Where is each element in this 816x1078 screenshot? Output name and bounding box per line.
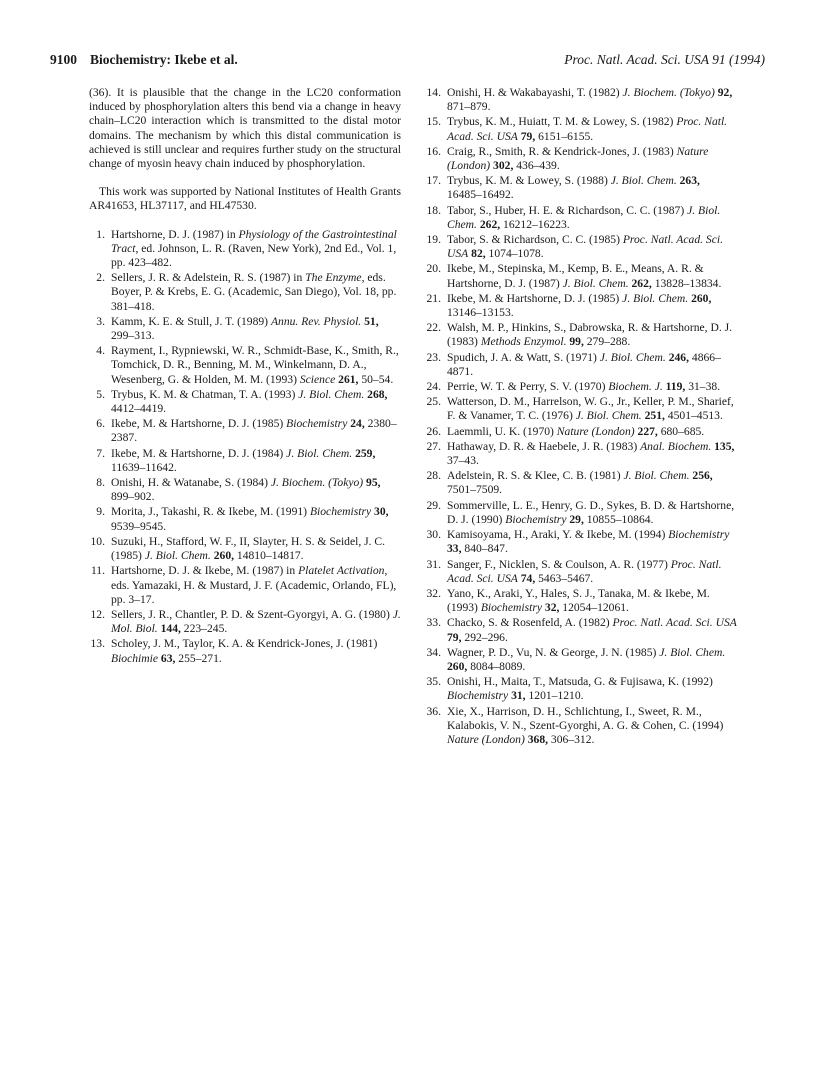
reference-authors: Onishi, H. & Wakabayashi, T. (1982) (447, 86, 623, 99)
reference-number: 3. (96, 314, 105, 328)
reference-item (425, 380, 737, 394)
reference-authors: Ikebe, M. & Hartshorne, D. J. (1985) (447, 291, 623, 305)
reference-pages: 6151–6155. (535, 129, 594, 143)
reference-item (425, 646, 737, 674)
reference-authors: Sanger, F., Nicklen, S. & Coulson, A. R. (1977) (447, 557, 671, 571)
reference-volume: 79, (447, 630, 462, 644)
page-number: 9100 (50, 52, 77, 67)
reference-number: 19. (426, 233, 441, 247)
reference-volume: 31, (508, 689, 526, 703)
reference-number: 13. (90, 637, 105, 651)
reference-number: 34. (426, 645, 441, 659)
reference-authors: Perrie, W. T. & Perry, S. V. (1970) (447, 380, 609, 394)
acknowledgment: This work was supported by National Institutes of Health Grants AR41653, HL37117, and HL47530. (89, 185, 401, 213)
reference-number: 9. (96, 505, 105, 519)
reference-item (89, 564, 401, 607)
reference-source: J. Biol. Chem. (599, 350, 666, 364)
reference-volume: 227, (634, 424, 658, 438)
reference-item (89, 637, 401, 665)
reference-number: 22. (426, 321, 441, 335)
reference-pages: , eds. Yamazaki, H. & Mustard, J. F. (Academic, Orlando, FL), pp. 3–17. (111, 564, 397, 606)
reference-volume: 135, (711, 439, 735, 453)
reference-source: Science (299, 372, 336, 386)
reference-item (425, 86, 737, 114)
reference-number: 23. (426, 350, 441, 364)
reference-pages: 16212–16223. (500, 217, 570, 231)
reference-source: Proc. Natl. Acad. Sci. USA (447, 233, 723, 261)
reference-number: 20. (426, 262, 441, 276)
reference-item (425, 321, 737, 349)
reference-item (425, 115, 737, 143)
reference-authors: Xie, X., Harrison, D. H., Schlichtung, I., Sweet, R. M., Kalabokis, V. N., Szent-Gyorghi, A. G. & Cohen, C. (1994) (447, 704, 724, 732)
reference-volume: 63, (158, 651, 176, 665)
reference-authors: Sellers, J. R. & Adelstein, R. S. (1987) in (111, 271, 306, 285)
reference-item (425, 587, 737, 615)
reference-source: Biochemistry (447, 689, 509, 703)
reference-pages: 13828–13834. (651, 276, 722, 290)
reference-authors: Chacko, S. & Rosenfeld, A. (1982) (447, 616, 613, 630)
reference-pages: 223–245. (180, 622, 228, 636)
reference-authors: Rayment, I., Rypniewski, W. R., Schmidt-Base, K., Smith, R., Tomchick, D. R., Benning, M. M., Winkelmann, D. A., Wesenberg, G. & Holden, M. M. (1993) (111, 344, 399, 386)
reference-volume: 95, (363, 476, 381, 490)
reference-pages: 899–902. (111, 490, 155, 504)
reference-authors: Spudich, J. A. & Watt, S. (1971) (447, 350, 600, 364)
reference-volume: 33, (447, 542, 462, 556)
reference-authors: Hartshorne, D. J. & Ikebe, M. (1987) in (111, 564, 299, 578)
reference-number: 8. (96, 476, 105, 490)
reference-pages: 9539–9545. (111, 519, 167, 533)
reference-volume: 144, (157, 622, 181, 636)
reference-pages: 8084–8089. (467, 659, 526, 673)
reference-source: Physiology of the Gastrointestinal Tract (111, 227, 397, 255)
reference-volume: 24, (347, 417, 365, 431)
reference-source: The Enzyme (305, 271, 362, 285)
reference-item (89, 447, 401, 475)
reference-pages: 37–43. (447, 454, 479, 468)
reference-number: 18. (426, 203, 441, 217)
reference-pages: 306–312. (548, 732, 595, 746)
reference-volume: 262, (476, 217, 501, 231)
reference-number: 21. (426, 291, 441, 305)
reference-item (89, 505, 401, 533)
reference-item (425, 616, 737, 644)
reference-volume: 263, (676, 174, 700, 188)
reference-item (425, 675, 737, 703)
reference-source: Biochemistry (668, 528, 730, 542)
reference-list-right (425, 86, 737, 747)
reference-pages: , ed. Johnson, L. R. (Raven, New York), 2nd Ed., Vol. 1, pp. 423–482. (111, 241, 397, 270)
reference-number: 15. (426, 115, 441, 129)
reference-number: 17. (426, 174, 441, 188)
reference-source: Biochem. J. (608, 380, 663, 394)
reference-source: J. Biol. Chem. (610, 174, 677, 188)
reference-item (425, 395, 737, 423)
reference-number: 25. (426, 395, 441, 409)
reference-source: J. Biochem. (Tokyo) (270, 476, 364, 490)
reference-item (425, 558, 737, 586)
reference-source: J. Biol. Chem. (623, 469, 690, 483)
reference-pages: 4501–4513. (664, 409, 723, 423)
reference-source: Proc. Natl. Acad. Sci. USA (612, 616, 737, 630)
reference-number: 5. (96, 387, 105, 401)
reference-source: J. Biol. Chem. (298, 387, 365, 401)
journal-citation: Proc. Natl. Acad. Sci. USA 91 (1994) (564, 52, 765, 67)
reference-pages: 680–685. (657, 424, 705, 438)
reference-source: Biochimie (111, 651, 159, 665)
reference-number: 1. (96, 227, 105, 241)
reference-item (89, 476, 401, 504)
reference-number: 31. (426, 557, 441, 571)
reference-volume: 260, (688, 291, 712, 305)
reference-number: 33. (426, 616, 441, 630)
reference-volume: 302, (490, 159, 514, 173)
reference-item (89, 228, 401, 271)
reference-pages: 11639–11642. (111, 460, 177, 474)
reference-authors: Ikebe, M. & Hartshorne, D. J. (1984) (111, 446, 287, 460)
reference-pages: 840–847. (461, 542, 508, 556)
reference-authors: Sommerville, L. E., Henry, G. D., Sykes, B. D. & Hartshorne, D. J. (1990) (447, 498, 735, 526)
reference-item (425, 174, 737, 202)
reference-list-left (89, 228, 401, 666)
reference-source: Proc. Natl. Acad. Sci. USA (447, 557, 722, 585)
reference-source: J. Biochem. (Tokyo) (622, 86, 715, 99)
reference-volume: 251, (641, 409, 665, 423)
reference-authors: Morita, J., Takashi, R. & Ikebe, M. (1991) (111, 505, 310, 519)
reference-source: J. Biol. Chem. (575, 409, 642, 423)
reference-pages: 255–271. (175, 651, 222, 665)
reference-number: 24. (426, 380, 441, 394)
reference-item (425, 233, 737, 261)
reference-item (89, 315, 401, 343)
reference-item (425, 292, 737, 320)
reference-authors: Adelstein, R. S. & Klee, C. B. (1981) (447, 469, 624, 483)
reference-source: Annu. Rev. Physiol. (270, 314, 362, 328)
reference-pages: 1201–1210. (525, 689, 584, 703)
reference-source: Platelet Activation (298, 564, 385, 578)
reference-pages: 2380–2387. (111, 417, 397, 445)
reference-item (425, 440, 737, 468)
reference-source: Biochemistry (505, 512, 567, 526)
reference-volume: 246, (665, 350, 689, 364)
reference-source: J. Biol. Chem. (447, 203, 721, 231)
reference-volume: 74, (517, 571, 536, 585)
reference-source: Biochemistry (309, 505, 372, 519)
reference-authors: Trybus, K. M. & Chatman, T. A. (1993) (111, 387, 299, 401)
reference-number: 10. (90, 534, 105, 548)
reference-authors: Onishi, H. & Watanabe, S. (1984) (111, 476, 271, 490)
reference-number: 26. (426, 424, 441, 438)
reference-pages: 279–288. (583, 335, 631, 349)
reference-pages: 292–296. (461, 630, 508, 644)
reference-volume: 268, (364, 387, 388, 401)
reference-volume: 261, (335, 372, 359, 386)
reference-authors: Ikebe, M. & Hartshorne, D. J. (1985) (111, 417, 287, 431)
reference-volume: 259, (352, 446, 376, 460)
reference-source: Anal. Biochem. (640, 439, 712, 453)
reference-source: Nature (London) (447, 732, 525, 746)
reference-authors: Hathaway, D. R. & Haebele, J. R. (1983) (447, 439, 641, 453)
reference-item (89, 344, 401, 387)
reference-source: Biochemistry (286, 417, 348, 431)
reference-source: J. Mol. Biol. (111, 607, 401, 636)
reference-pages: 13146–13153. (447, 306, 514, 320)
reference-volume: 79, (517, 129, 536, 143)
reference-number: 7. (96, 446, 105, 460)
reference-authors: Suzuki, H., Stafford, W. F., II, Slayter, H. S. & Seidel, J. C. (1985) (111, 534, 386, 563)
reference-volume: 30, (371, 505, 389, 519)
reference-volume: 82, (468, 247, 486, 261)
reference-number: 12. (90, 607, 105, 621)
reference-volume: 368, (524, 732, 549, 746)
reference-source: J. Biol. Chem. (144, 549, 211, 563)
reference-authors: Craig, R., Smith, R. & Kendrick-Jones, J. (1983) (447, 144, 677, 158)
reference-source: J. Biol. Chem. (622, 291, 689, 305)
reference-item (425, 351, 737, 379)
reference-item (89, 608, 401, 636)
reference-number: 35. (426, 675, 441, 689)
reference-authors: Scholey, J. M., Taylor, K. A. & Kendrick-Jones, J. (1981) (111, 637, 378, 651)
reference-volume: 51, (361, 314, 379, 328)
reference-item (425, 705, 737, 748)
reference-source: Nature (London) (447, 144, 709, 173)
reference-item (425, 469, 737, 497)
reference-authors: Walsh, M. P., Hinkins, S., Dabrowska, R. & Hartshorne, D. J. (1983) (447, 321, 733, 349)
reference-item (425, 499, 737, 527)
reference-source: J. Biol. Chem. (562, 276, 629, 290)
reference-source: Nature (London) (556, 424, 635, 438)
reference-pages: 871–879. (447, 100, 491, 114)
reference-pages: 10855–10864. (583, 512, 654, 526)
reference-item (425, 425, 737, 439)
reference-number: 27. (426, 439, 441, 453)
body-paragraph: (36). It is plausible that the change in the LC20 conformation induced by phosphorylation alters this bend via a change in heavy chain–LC20 interaction which is transmitted to the distal motor domains. The mechanism by which this distal communication is achieved is still unclear and requires further study on the structural change of myosin heavy chain induced by phosphorylation. (89, 86, 401, 171)
reference-volume: 260, (447, 659, 468, 673)
reference-authors: Kamm, K. E. & Stull, J. T. (1989) (111, 314, 271, 328)
reference-number: 14. (426, 86, 441, 99)
reference-authors: Watterson, D. M., Harrelson, W. G., Jr., Keller, P. M., Sharief, F. & Vanamer, T. C. (1976) (447, 395, 734, 423)
reference-item (89, 535, 401, 563)
reference-pages: 1074–1078. (485, 247, 544, 261)
reference-volume: 262, (628, 276, 652, 290)
page-header (50, 52, 765, 70)
reference-source: Methods Enzymol. (480, 335, 567, 349)
reference-number: 28. (426, 469, 441, 483)
reference-number: 29. (426, 498, 441, 512)
reference-number: 36. (426, 704, 441, 718)
reference-pages: 50–54. (358, 372, 394, 386)
reference-authors: Ikebe, M., Stepinska, M., Kemp, B. E., Means, A. R. & Hartshorne, D. J. (1987) (447, 262, 704, 290)
right-column (425, 86, 737, 748)
reference-volume: 29, (566, 512, 584, 526)
reference-authors: Wagner, P. D., Vu, N. & George, J. N. (1985) (447, 645, 660, 659)
reference-pages: 31–38. (685, 380, 721, 394)
reference-authors: Tabor, S. & Richardson, C. C. (1985) (447, 233, 623, 247)
reference-source: Proc. Natl. Acad. Sci. USA (447, 115, 728, 143)
reference-volume: 32, (542, 601, 560, 615)
reference-source: Biochemistry (480, 601, 542, 615)
reference-volume: 119, (662, 380, 686, 394)
reference-number: 30. (426, 528, 441, 542)
reference-pages: , eds. Boyer, P. & Krebs, E. G. (Academic, San Diego), Vol. 18, pp. 381–418. (111, 271, 397, 313)
reference-source: J. Biol. Chem. (286, 446, 353, 460)
left-column (89, 86, 401, 667)
reference-volume: 260, (210, 549, 235, 563)
reference-number: 32. (426, 586, 441, 600)
reference-item (89, 417, 401, 445)
reference-pages: 436–439. (513, 159, 560, 173)
reference-number: 4. (96, 344, 105, 358)
reference-authors: Yano, K., Araki, Y., Hales, S. J., Tanaka, M. & Ikebe, M. (1993) (447, 586, 710, 615)
reference-number: 11. (90, 564, 105, 578)
reference-item (425, 204, 737, 232)
reference-item (89, 388, 401, 416)
running-title: Biochemistry: Ikebe et al. (90, 52, 238, 67)
reference-pages: 4412–4419. (111, 402, 167, 416)
reference-authors: Laemmli, U. K. (1970) (447, 424, 557, 438)
reference-pages: 7501–7509. (447, 483, 503, 497)
reference-authors: Onishi, H., Maita, T., Matsuda, G. & Fujisawa, K. (1992) (447, 675, 713, 689)
reference-item (425, 262, 737, 290)
reference-source: J. Biol. Chem. (659, 645, 726, 659)
reference-pages: 299–313. (111, 329, 155, 343)
reference-pages: 5463–5467. (535, 571, 594, 585)
reference-authors: Kamisoyama, H., Araki, Y. & Ikebe, M. (1994) (447, 528, 669, 542)
reference-pages: 12054–12061. (559, 601, 629, 615)
reference-number: 16. (426, 144, 441, 158)
reference-item (425, 528, 737, 556)
reference-authors: Hartshorne, D. J. (1987) in (111, 227, 239, 241)
reference-volume: 99, (566, 335, 584, 349)
reference-pages: 14810–14817. (234, 549, 304, 563)
reference-number: 2. (96, 271, 105, 285)
reference-number: 6. (96, 417, 105, 431)
reference-pages: 4866–4871. (447, 350, 721, 378)
reference-volume: 92, (714, 86, 733, 99)
reference-item (89, 271, 401, 314)
reference-authors: Trybus, K. M. & Lowey, S. (1988) (447, 174, 611, 188)
reference-authors: Tabor, S., Huber, H. E. & Richardson, C. C. (1987) (447, 203, 688, 217)
reference-authors: Sellers, J. R., Chantler, P. D. & Szent-Gyorgyi, A. G. (1980) (111, 607, 393, 621)
reference-authors: Trybus, K. M., Huiatt, T. M. & Lowey, S. (1982) (447, 115, 677, 129)
reference-pages: 16485–16492. (447, 188, 514, 202)
reference-item (425, 145, 737, 173)
reference-volume: 256, (689, 469, 713, 483)
